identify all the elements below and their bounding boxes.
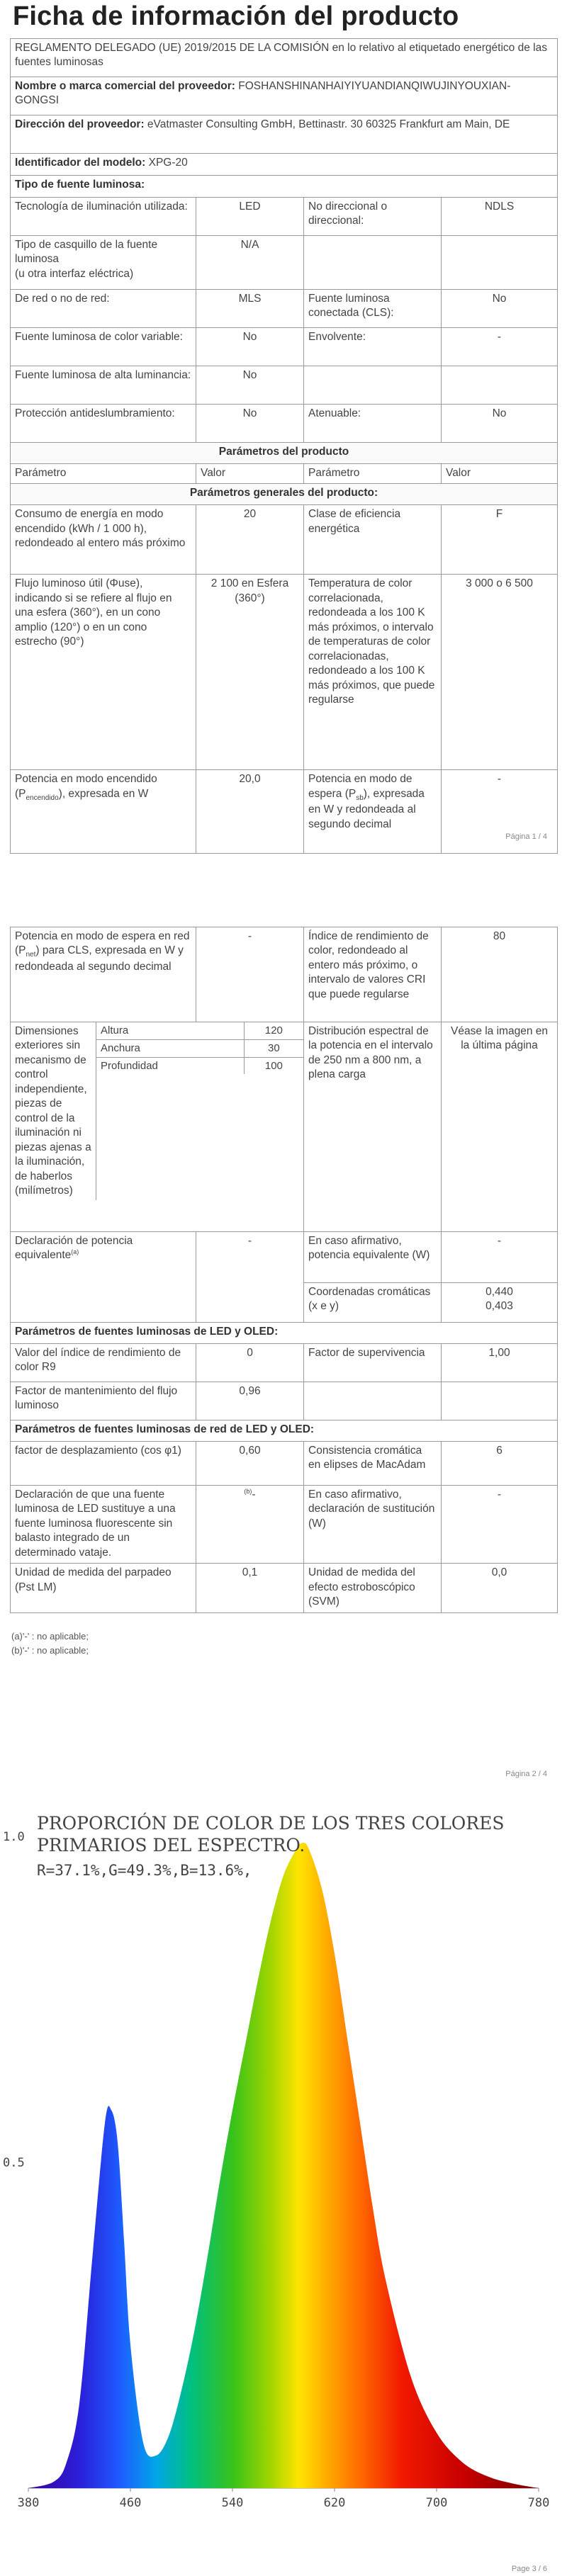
cri-label: Índice de rendimiento de color, redondeado al entero más próximo, o intervalo de valores CRI que puede regularse [304,927,442,1022]
cap-sub: (u otra interfaz eléctrica) [15,267,134,280]
cri-value: 80 [442,927,558,1022]
x-tick-label: 540 [221,2496,244,2510]
address-value: eVatmaster Consulting GmbH, Bettinastr. 30 60325 Frankfurt am Main, DE [147,118,510,130]
energy-label: Consumo de energía en modo encendido (kWh / 1 000 h), redondeado al entero más próximo [11,505,196,575]
col-param-1: Parámetro [11,464,196,484]
mains-value: MLS [196,290,304,328]
col-value-1: Valor [196,464,304,484]
envelope-label: Envolvente: [304,328,442,366]
tunable-label: Fuente luminosa de color variable: [11,328,196,366]
tech-value: LED [196,198,304,236]
envelope-value: - [442,328,558,366]
supplier-row [11,77,558,115]
regulation-text: REGLAMENTO DELEGADO (UE) 2019/2015 DE LA COMISIÓN en lo relativo al etiquetado energético de las fuentes luminosas [11,39,558,77]
flicker-label: Unidad de medida del parpadeo (Pst LM) [11,1564,196,1612]
x-tick-label: 700 [425,2496,448,2510]
address-label: Dirección del proveedor: [15,118,145,130]
page-number-2: Página 2 / 4 [505,1770,547,1778]
dimmable-label: Atenuable: [304,405,442,443]
disp-value: 0,60 [196,1442,304,1486]
cls-value: No [442,290,558,328]
flux-value: 2 100 en Esfera (360°) [196,575,304,770]
spd-label: Distribución espectral de la potencia en el intervalo de 250 nm a 800 nm, a plena carga [304,1022,442,1232]
pnet-value: - [196,927,304,1022]
spectrum-chart-svg [0,1778,567,2576]
pon-value: 20,0 [196,770,304,854]
page-number-1: Página 1 / 4 [505,832,547,841]
spd-value: Véase la imagen en la última página [442,1022,558,1232]
footnote-b: (b)'-' : no aplicable; [11,1645,89,1656]
macadam-label: Consistencia cromática en elipses de MacAdam [304,1442,442,1486]
chart-title-line-1: PROPORCIÓN DE COLOR DE LOS TRES COLORES [37,1813,505,1834]
dim-width-value: 30 [244,1039,303,1057]
dim-width-label: Anchura [96,1039,244,1057]
nondir-label: No direccional o direccional: [304,198,442,236]
lumen-label: Factor de mantenimiento del flujo luminoso [11,1382,196,1420]
mains-label: De red o no de red: [11,290,196,328]
chart-title [37,1812,505,1857]
macadam-value: 6 [442,1442,558,1486]
chroma-x: 0,440 [485,1286,513,1298]
lumen-value: 0,96 [196,1382,304,1420]
pnet-label: Potencia en modo de espera en red $(P_{net})$ para CLS, expresada en W y redondeada al segundo decimal [11,927,196,1022]
supplier-label: Nombre o marca comercial del proveedor: [15,80,235,92]
supplier-value: FOSHANSHINANHAIYIYUANDIANQIWUJINYOUXIAN-GONGSI [15,80,511,107]
x-tick-label: 460 [119,2496,142,2510]
params-heading: Parámetros del producto [11,443,558,464]
strobe-label: Unidad de medida del efecto estroboscópico (SVM) [304,1564,442,1612]
page-3 [0,1778,567,2576]
model-row [11,154,558,176]
col-value-2: Valor [442,464,558,484]
surv-value: 1,00 [442,1344,558,1382]
spectrum-chart [0,1778,567,2576]
dim-depth-value: 100 [244,1057,303,1074]
model-label: Identificador del modelo: [15,157,146,169]
chroma-y: 0,403 [485,1300,513,1313]
dims-table [96,1022,303,1074]
eclass-label: Clase de eficiencia energética [304,505,442,575]
footnote-a: (a)'-' : no aplicable; [11,1631,89,1642]
params-table-2 [10,927,558,1613]
cap-value: N/A [196,236,304,290]
y-tick-label: 0.5 [3,2156,25,2170]
info-table [10,38,558,854]
page-number-3: Page 3 / 6 [511,2565,547,2573]
r9-label: Valor del índice de rendimiento de color R9 [11,1344,196,1382]
address-row [11,115,558,154]
fluor-if-value: - [442,1486,558,1564]
eqpower-value: - [196,1232,304,1323]
cls-label: Fuente luminosa conectada (CLS): [304,290,442,328]
eqpower-label: Declaración de potencia equivalente$^{(a)}$ [11,1232,196,1323]
hl-label: Fuente luminosa de alta luminancia: [11,366,196,405]
fluor-label: Declaración de que una fuente luminosa de LED sustituye a una fuente luminosa fluorescente sin balasto integrado de un determinado vataje. [11,1486,196,1564]
footnotes [11,1629,89,1658]
dims-label: Dimensiones exteriores sin mecanismo de control independiente, piezas de control de la iluminación ni piezas ajenas a la iluminación, de haberlos (milímetros) [11,1022,96,1200]
fluor-value: $^{(b)}$- [196,1486,304,1564]
page-2 [0,921,567,1785]
chroma-value [442,1283,558,1323]
glare-label: Protección antideslumbramiento: [11,405,196,443]
mains-led-heading: Parámetros de fuentes luminosas de red de LED y OLED: [11,1420,558,1442]
cct-value: 3 000 o 6 500 [442,575,558,770]
pon-label: Potencia en modo encendido $(P_{encendido})$, expresada en W [11,770,196,854]
eclass-value: F [442,505,558,575]
x-tick-label: 620 [323,2496,346,2510]
dimmable-value: No [442,405,558,443]
source-type-heading: Tipo de fuente luminosa: [11,176,558,198]
surv-label: Factor de supervivencia [304,1344,442,1382]
disp-label: factor de desplazamiento (cos φ1) [11,1442,196,1486]
chroma-label: Coordenadas cromáticas (x e y) [304,1283,442,1323]
dim-depth-label: Profundidad [96,1057,244,1074]
dims-cell [11,1022,304,1232]
model-value: XPG-20 [148,157,188,169]
dim-height-label: Altura [96,1022,244,1039]
nondir-value: NDLS [442,198,558,236]
strobe-value: 0,0 [442,1564,558,1612]
fluor-if-label: En caso afirmativo, declaración de sustitución (W) [304,1486,442,1564]
led-params-heading: Parámetros de fuentes luminosas de LED y OLED: [11,1323,558,1344]
general-params-heading: Parámetros generales del producto: [11,484,558,505]
chart-title-line-2: PRIMARIOS DEL ESPECTRO. [37,1835,305,1856]
cct-label: Temperatura de color correlacionada, redondeada a los 100 K más próximos, o intervalo de temperaturas de color correlacionadas, redondeado a los 100 K más próximos, que puede regularse [304,575,442,770]
eqpower-if-label: En caso afirmativo, potencia equivalente (W) [304,1232,442,1283]
document-title: Ficha de información del producto [13,1,459,31]
energy-value: 20 [196,505,304,575]
flicker-value: 0,1 [196,1564,304,1612]
psb-value: - [442,770,558,854]
x-tick-label: 380 [17,2496,40,2510]
psb-label: Potencia en modo de espera $(P_{sb})$, expresada en W y redondeada al segundo decimal [304,770,442,854]
chart-subtitle: R=37.1%,G=49.3%,B=13.6%, [37,1862,252,1879]
dim-height-value: 120 [244,1022,303,1039]
cap-label: Tipo de casquillo de la fuente luminosa [15,239,158,266]
col-param-2: Parámetro [304,464,442,484]
tunable-value: No [196,328,304,366]
tech-label: Tecnología de iluminación utilizada: [11,198,196,236]
x-tick-label: 780 [527,2496,550,2510]
cap-cell [11,236,196,290]
r9-value: 0 [196,1344,304,1382]
glare-value: No [196,405,304,443]
hl-value: No [196,366,304,405]
y-tick-label: 1.0 [3,1830,25,1844]
flux-label: Flujo luminoso útil (Φuse), indicando si se refiere al flujo en una esfera (360°), en un cono amplio (120°) o en un cono estrecho (90°) [11,575,196,770]
spectrum-area [28,1843,539,2488]
page-1 [0,0,567,843]
eqpower-if-value: - [442,1232,558,1283]
